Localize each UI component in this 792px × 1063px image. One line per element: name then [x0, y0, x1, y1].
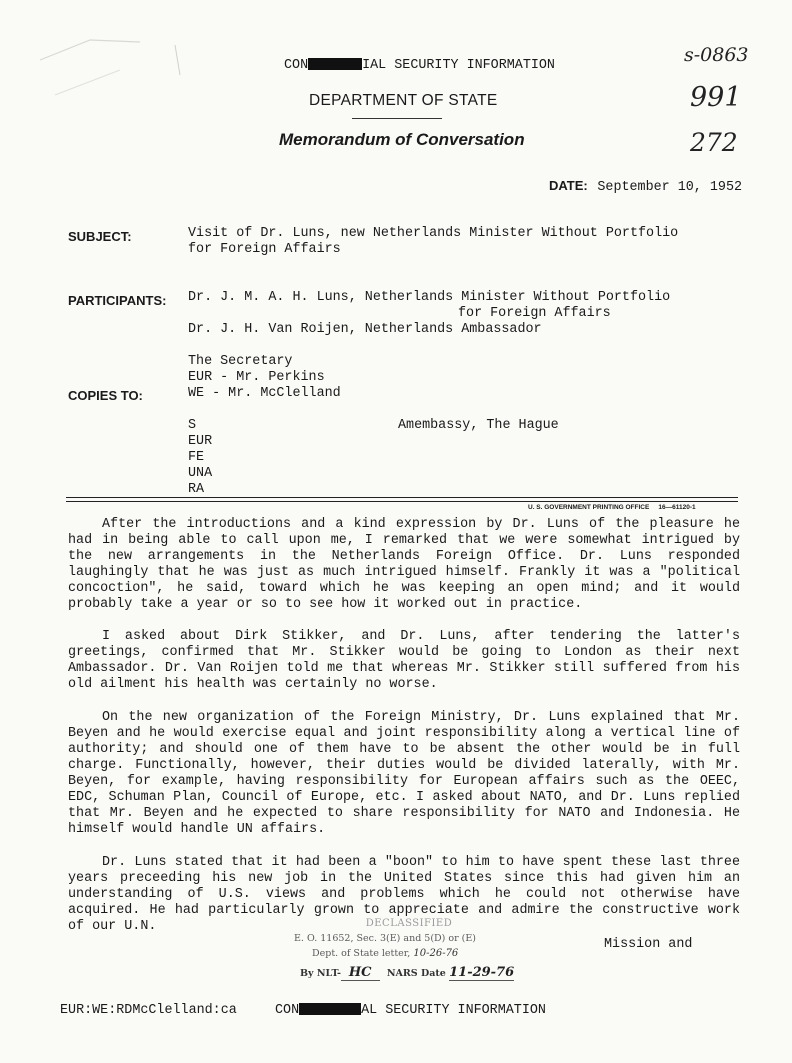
date-label: DATE:	[549, 178, 588, 193]
handwritten-number-991: 991	[690, 82, 742, 113]
participant-line-1: Dr. J. M. A. H. Luns, Netherlands Minister Without Portfolio	[188, 290, 671, 305]
participants-label: PARTICIPANTS:	[68, 293, 167, 308]
classification-suffix: IAL SECURITY INFORMATION	[362, 58, 555, 73]
handwritten-letter-date: 10-26-76	[413, 948, 459, 959]
divider-rule-bottom	[66, 501, 738, 502]
subject-label: SUBJECT:	[68, 229, 132, 244]
department-name: DEPARTMENT OF STATE	[309, 92, 498, 109]
participant-line-2: for Foreign Affairs	[458, 306, 611, 321]
body-paragraph-3: On the new organization of the Foreign Ministry, Dr. Luns explained that Mr. Beyen and he would exercise equal and joint responsibility along a vertical line of authority; and should one of them have to be absent the other would be in full charge. Functionally, however, their duties would be divided laterally, with Mr. Beyen, for example, having responsibility for European affairs such as the OEEC, EDC, Schuman Plan, Council of Europe, etc. I asked about NATO, and Dr. Luns replied that Mr. Beyen and he expected to share responsibility for NATO and Indonesia. He himself would handle UN affairs.	[68, 710, 740, 837]
handwritten-nars-date: 11-29-76	[449, 965, 515, 980]
handwritten-file-number: s-0863	[684, 44, 749, 66]
drafter-initials: EUR:WE:RDMcClelland:ca	[60, 1003, 237, 1018]
handwritten-number-272: 272	[690, 128, 738, 157]
classification-footer	[275, 1003, 546, 1018]
body-paragraph-4: Dr. Luns stated that it had been a "boon" to him to have spent these last three years preceeding his new job in the United States since this had given him an understanding of U.S. views and problems which he could not otherwise have acquired. He had particularly grown to appreciate and admire the constructive work of our U.N.	[68, 855, 740, 934]
subject-line-2: for Foreign Affairs	[188, 242, 341, 257]
header-underline	[352, 118, 442, 119]
classification-suffix: AL SECURITY INFORMATION	[361, 1003, 546, 1018]
classification-prefix: CON	[284, 58, 309, 73]
document-title: Memorandum of Conversation	[279, 130, 525, 149]
handwritten-initials: HC	[341, 965, 380, 981]
copy-line: S	[188, 418, 197, 433]
declass-title: DECLASSIFIED	[365, 918, 453, 929]
participant-line-3: Dr. J. H. Van Roijen, Netherlands Ambassador	[188, 322, 542, 337]
date-row	[549, 177, 742, 195]
declassification-stamp	[294, 916, 524, 981]
copies-label: COPIES TO:	[68, 388, 143, 403]
declass-letter-label: Dept. of State letter,	[312, 948, 411, 959]
declass-date-label: NARS Date	[386, 968, 446, 979]
copy-line: RA	[188, 482, 205, 497]
copy-recipient-embassy: Amembassy, The Hague	[398, 418, 559, 433]
copy-line: FE	[188, 450, 205, 465]
subject-line-1: Visit of Dr. Luns, new Netherlands Minister Without Portfolio	[188, 226, 679, 241]
declass-line-3	[294, 965, 524, 981]
redaction-bar	[299, 1003, 361, 1015]
copy-line: EUR - Mr. Perkins	[188, 370, 325, 385]
copy-line: The Secretary	[188, 354, 293, 369]
classification-header	[284, 58, 555, 73]
gpo-imprint: U. S. GOVERNMENT PRINTING OFFICE 16—61120-1	[528, 504, 696, 511]
divider-rule-top	[66, 497, 738, 498]
copy-line: WE - Mr. McClelland	[188, 386, 341, 401]
date-value: September 10, 1952	[597, 180, 743, 195]
declass-line-1: E. O. 11652, Sec. 3(E) and 5(D) or (E)	[294, 933, 477, 944]
body-paragraph-1: After the introductions and a kind expression by Dr. Luns of the pleasure he had in being able to call upon me, I remarked that we were somewhat intrigued by the new arrangements in the Netherlands Foreign Office. Dr. Luns responded laughingly that he was just as much intrigued himself. Frankly it was a "political concoction", he said, toward which he was keeping an open mind; and it would probably take a year or so to see how it worked out in practice.	[68, 517, 740, 612]
continuation-text: Mission and	[604, 937, 693, 952]
copy-line: EUR	[188, 434, 213, 449]
body-paragraph-2: I asked about Dirk Stikker, and Dr. Luns, after tendering the latter's greetings, confirmed that Mr. Stikker would be going to London as their next Ambassador. Dr. Van Roijen told me that whereas Mr. Stikker still suffered from his old ailment his health was certainly no worse.	[68, 629, 740, 692]
declass-by-label: By NLT-	[300, 968, 341, 979]
declass-line-2	[294, 946, 524, 961]
classification-prefix: CON	[275, 1003, 300, 1018]
copy-line: UNA	[188, 466, 213, 481]
redaction-bar	[308, 58, 362, 70]
